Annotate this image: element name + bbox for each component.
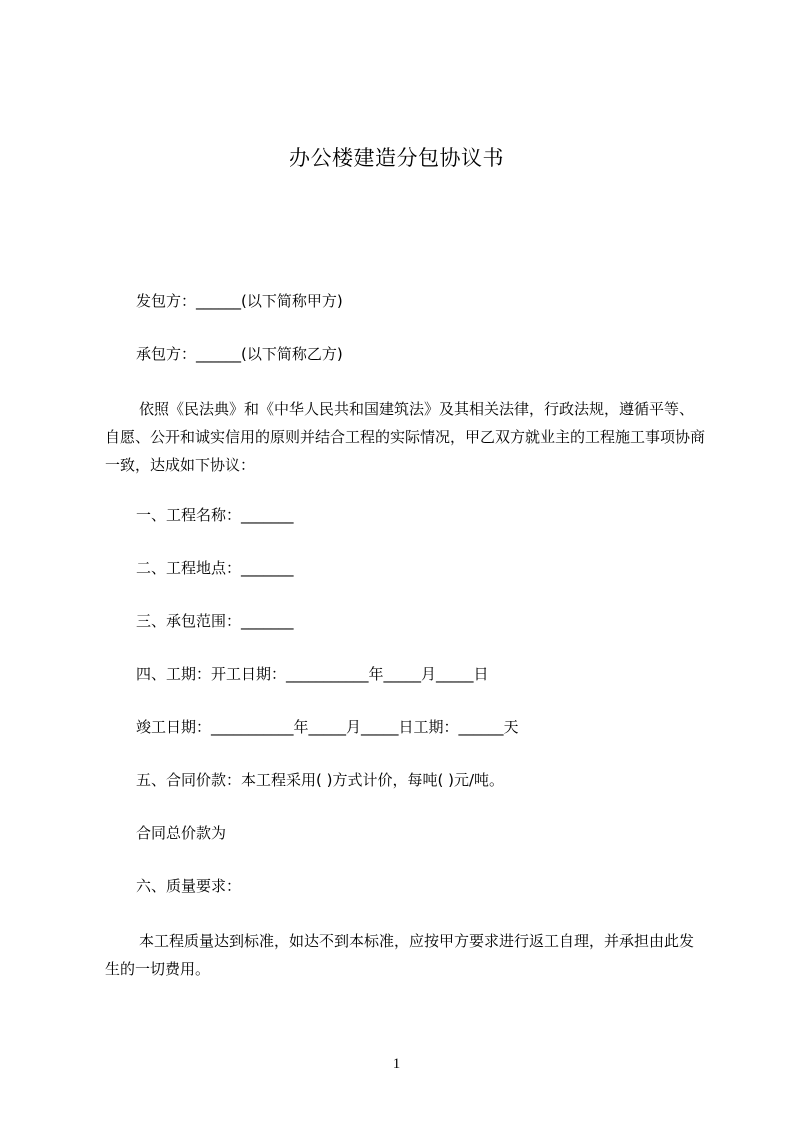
item-quality-heading: 六、质量要求： xyxy=(136,877,242,895)
item-contract-price: 五、合同价款：本工程采用( )方式计价，每吨( )元/吨。 xyxy=(136,771,505,789)
item-project-location: 二、工程地点：_______ xyxy=(136,559,294,577)
party-a-line: 发包方：______(以下简称甲方) xyxy=(136,292,343,310)
party-b-line: 承包方：______(以下简称乙方) xyxy=(136,345,343,363)
quality-text: 本工程质量达到标准，如达不到本标准，应按甲方要求进行返工自理，并承担由此发生的一切费用。 xyxy=(105,932,695,978)
item-start-date: 四、工期：开工日期：___________年_____月_____日 xyxy=(136,665,489,683)
item-completion-date: 竣工日期：___________年_____月_____日工期：______天 xyxy=(136,718,519,736)
quality-paragraph xyxy=(105,927,705,983)
page-number: 1 xyxy=(392,1056,401,1072)
item-contract-scope: 三、承包范围：_______ xyxy=(136,612,294,630)
intro-text: 依照《民法典》和《中华人民共和国建筑法》及其相关法律，行政法规，遵循平等、自愿、公开和诚实信用的原则并结合工程的实际情况，甲乙双方就业主的工程施工事项协商一致，达成如下协议： xyxy=(105,400,706,474)
page-title: 办公楼建造分包协议书 xyxy=(289,146,504,170)
item-project-name: 一、工程名称：_______ xyxy=(136,506,294,524)
intro-paragraph xyxy=(105,395,705,479)
item-total-price: 合同总价款为 xyxy=(136,824,227,842)
